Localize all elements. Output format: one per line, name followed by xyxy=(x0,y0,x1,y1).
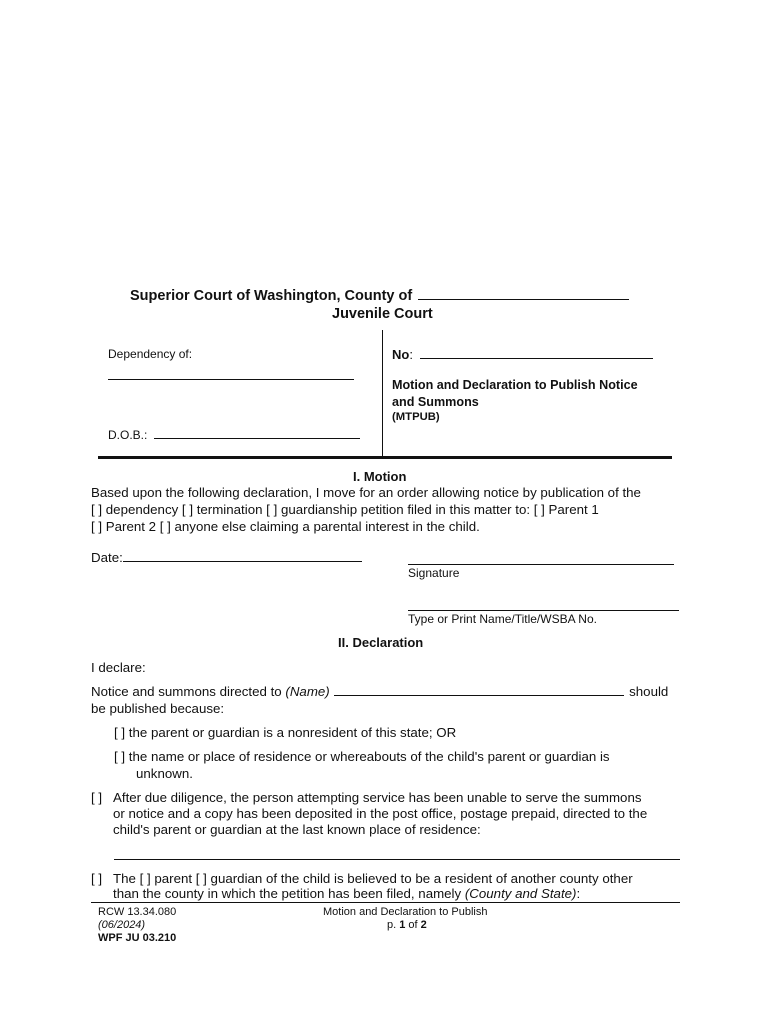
footer-rule xyxy=(91,902,680,903)
court-title-text: Superior Court of Washington, County of xyxy=(130,288,413,304)
notice-line1 xyxy=(91,684,668,699)
page-prefix: p. xyxy=(387,919,400,931)
notice-name-blank[interactable] xyxy=(334,694,624,696)
motion-text-line3: [ ] Parent 2 [ ] anyone else claiming a parental interest in the child. xyxy=(91,519,480,534)
other-county-prefix: than the county in which the petition has been filed, namely xyxy=(113,886,465,901)
other-county-line2 xyxy=(113,886,580,901)
form-title-line2: and Summons xyxy=(392,395,479,409)
dob-blank[interactable] xyxy=(154,437,360,439)
case-number-label: No xyxy=(392,347,410,362)
other-county-checkbox[interactable]: [ ] xyxy=(91,871,103,886)
footer-title: Motion and Declaration to Publish xyxy=(323,906,488,918)
county-blank[interactable] xyxy=(418,298,629,300)
signature-line[interactable] xyxy=(408,564,674,565)
print-name-label: Type or Print Name/Title/WSBA No. xyxy=(408,612,597,626)
notice-prefix: Notice and summons directed to xyxy=(91,684,286,699)
caption-vertical-divider xyxy=(382,330,383,458)
form-title-line1: Motion and Declaration to Publish Notice xyxy=(392,378,638,392)
form-code: (MTPUB) xyxy=(392,411,440,423)
other-county-suffix: : xyxy=(576,886,581,901)
signature-label: Signature xyxy=(408,566,460,580)
case-number-row xyxy=(392,347,653,362)
page-number: 1 xyxy=(399,919,406,931)
page-total: 2 xyxy=(420,919,427,931)
date-label: Date: xyxy=(91,550,123,565)
caption-bottom-rule xyxy=(98,456,672,459)
option-unknown-line1[interactable]: [ ] the name or place of residence or whereabouts of the child's parent or guardian is xyxy=(114,749,610,764)
i-declare-text: I declare: xyxy=(91,660,146,675)
county-state-label: (County and State) xyxy=(464,886,577,901)
child-name-blank[interactable] xyxy=(108,379,354,380)
diligence-line1: After due diligence, the person attempting service has been unable to serve the summons xyxy=(113,790,642,805)
footer-page xyxy=(387,919,427,931)
notice-suffix: should xyxy=(629,684,669,699)
dob-row xyxy=(108,428,360,442)
declaration-heading: II. Declaration xyxy=(338,635,424,650)
footer-rcw: RCW 13.34.080 xyxy=(98,906,177,918)
dependency-label: Dependency of: xyxy=(108,347,193,361)
diligence-line3: child's parent or guardian at the last known place of residence: xyxy=(113,822,481,837)
page-of: of xyxy=(405,919,421,931)
last-address-blank[interactable] xyxy=(114,859,680,860)
date-row xyxy=(91,550,362,565)
case-number-blank[interactable] xyxy=(420,357,653,359)
notice-name-label: (Name) xyxy=(285,684,330,699)
court-title xyxy=(130,288,629,304)
diligence-line2: or notice and a copy has been deposited in the post office, postage prepaid, directed to the xyxy=(113,806,648,821)
date-blank[interactable] xyxy=(123,560,362,562)
footer-date: (06/2024) xyxy=(98,919,146,931)
dob-label: D.O.B.: xyxy=(108,428,148,442)
court-subtitle: Juvenile Court xyxy=(332,306,433,322)
motion-text-line2: [ ] dependency [ ] termination [ ] guardianship petition filed in this matter to: [ ] Parent 1 xyxy=(91,502,599,517)
option-unknown-line2: unknown. xyxy=(136,766,193,781)
case-number-colon: : xyxy=(409,347,413,362)
other-county-line1: The [ ] parent [ ] guardian of the child is believed to be a resident of another county other xyxy=(113,871,633,886)
motion-heading: I. Motion xyxy=(353,469,407,484)
print-name-line[interactable] xyxy=(408,610,679,611)
notice-line2: be published because: xyxy=(91,701,225,716)
footer-form-number: WPF JU 03.210 xyxy=(98,932,177,944)
motion-text-line1: Based upon the following declaration, I move for an order allowing notice by publication of the xyxy=(91,485,641,500)
diligence-checkbox[interactable]: [ ] xyxy=(91,790,103,805)
option-nonresident[interactable]: [ ] the parent or guardian is a nonresident of this state; OR xyxy=(114,725,457,740)
